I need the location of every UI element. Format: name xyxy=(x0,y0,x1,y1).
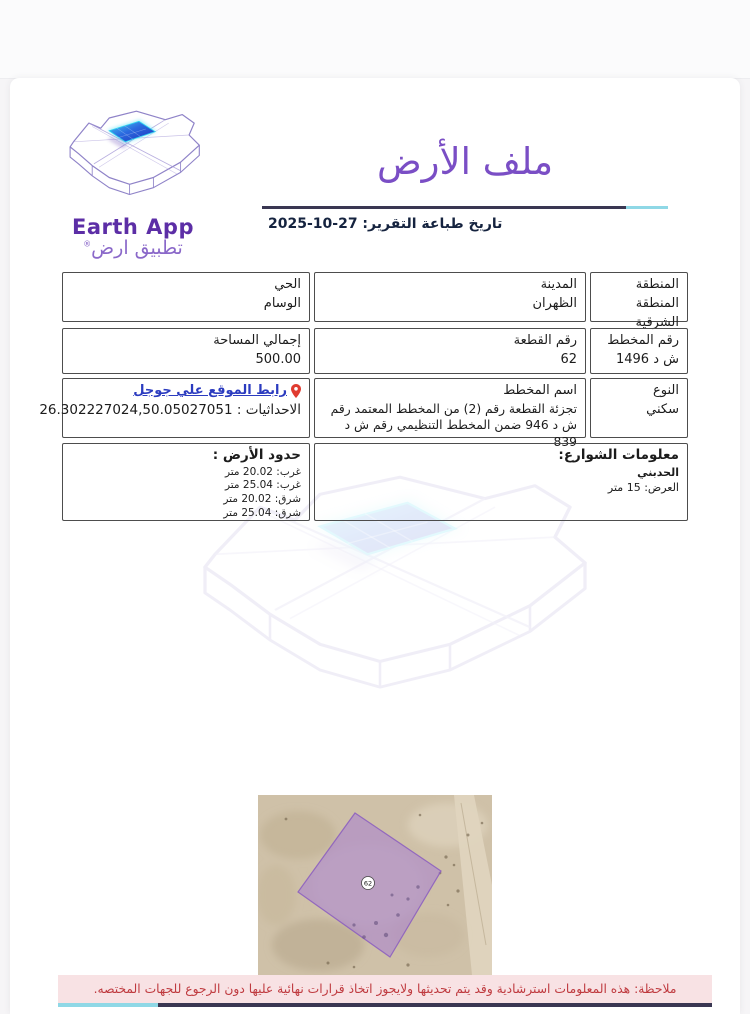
cell-district xyxy=(62,272,310,322)
street-width: العرض: 15 متر xyxy=(607,480,679,494)
total-area-value: 500.00 xyxy=(255,351,301,367)
trademark-symbol: ® xyxy=(83,239,92,249)
district-label: الحي xyxy=(274,277,301,292)
district-value: الوسام xyxy=(263,295,301,311)
city-label: المدينة xyxy=(540,277,577,292)
city-value: الظهران xyxy=(532,295,577,311)
disclaimer-band xyxy=(58,975,712,1003)
report-sheet xyxy=(10,78,740,1014)
street-name: الحدبني xyxy=(637,465,679,479)
satellite-parcel-image xyxy=(258,795,492,975)
total-area-label: إجمالي المساحة xyxy=(213,333,301,348)
page-top-margin xyxy=(0,0,750,79)
cell-land-type xyxy=(590,378,688,438)
land-bounds-title: حدود الأرض : xyxy=(212,447,301,463)
parcel-number-label: رقم القطعة xyxy=(513,333,577,348)
cell-parcel-number xyxy=(314,328,586,374)
land-type-value: سكني xyxy=(646,401,679,417)
land-type-label: النوع xyxy=(653,383,679,398)
cell-region xyxy=(590,272,688,330)
title-divider xyxy=(262,206,668,209)
cell-location-link xyxy=(39,378,310,438)
bottom-divider xyxy=(58,1003,712,1007)
region-label: المنطقة xyxy=(635,277,679,292)
google-maps-link[interactable]: رابط الموقع علي جوجل xyxy=(133,383,287,398)
plan-number-label: رقم المخطط xyxy=(607,333,679,348)
brand-logo xyxy=(38,92,228,260)
plan-number-value: ش د 1496 xyxy=(615,351,679,367)
google-maps-link-row xyxy=(69,382,301,401)
print-date: تاريخ طباعة التقرير: 27-10-2025 xyxy=(268,216,503,232)
cell-plan-name xyxy=(314,378,586,450)
bound-east-2: شرق: 25.04 متر xyxy=(223,506,301,519)
bottom-divider-accent xyxy=(58,1003,158,1007)
streets-info-title: معلومات الشوارع: xyxy=(558,447,679,463)
location-pin-icon xyxy=(291,384,301,398)
bound-east-1: شرق: 20.02 متر xyxy=(223,493,301,506)
brand-name-en: Earth App xyxy=(72,215,194,239)
cell-land-bounds xyxy=(62,443,310,521)
coordinates-value: الاحداثيات : 26.302227024,50.05027051 xyxy=(39,401,301,418)
cell-total-area xyxy=(62,328,310,374)
brand-name-ar-text: تطبيق ارض xyxy=(91,237,183,260)
title-divider-accent xyxy=(626,206,668,209)
bound-west-2: غرب: 25.04 متر xyxy=(224,479,301,492)
cell-plan-number xyxy=(590,328,688,374)
parcel-marker-label: 62 xyxy=(363,879,373,888)
plan-name-label: اسم المخطط xyxy=(503,383,577,398)
plan-name-value: تجزئة القطعة رقم (2) من المخطط المعتمد رقم ش د 946 ضمن المخطط التنظيمي رقم ش د 839 xyxy=(330,401,577,450)
cell-city xyxy=(314,272,586,322)
brand-name-ar xyxy=(38,238,228,260)
document-title: ملف الأرض xyxy=(376,140,554,183)
region-value: المنطقة الشرقية xyxy=(635,295,679,330)
saudi-map-3d-icon xyxy=(48,92,218,212)
bound-west-1: غرب: 20.02 متر xyxy=(224,465,301,478)
disclaimer-text: ملاحظة: هذه المعلومات استرشادية وقد يتم تحديثها ولايجوز اتخاذ قرارات نهائية عليها دون الرجوع للجهات المختصه. xyxy=(93,982,677,996)
parcel-number-value: 62 xyxy=(560,351,577,367)
cell-streets-info xyxy=(314,443,688,521)
